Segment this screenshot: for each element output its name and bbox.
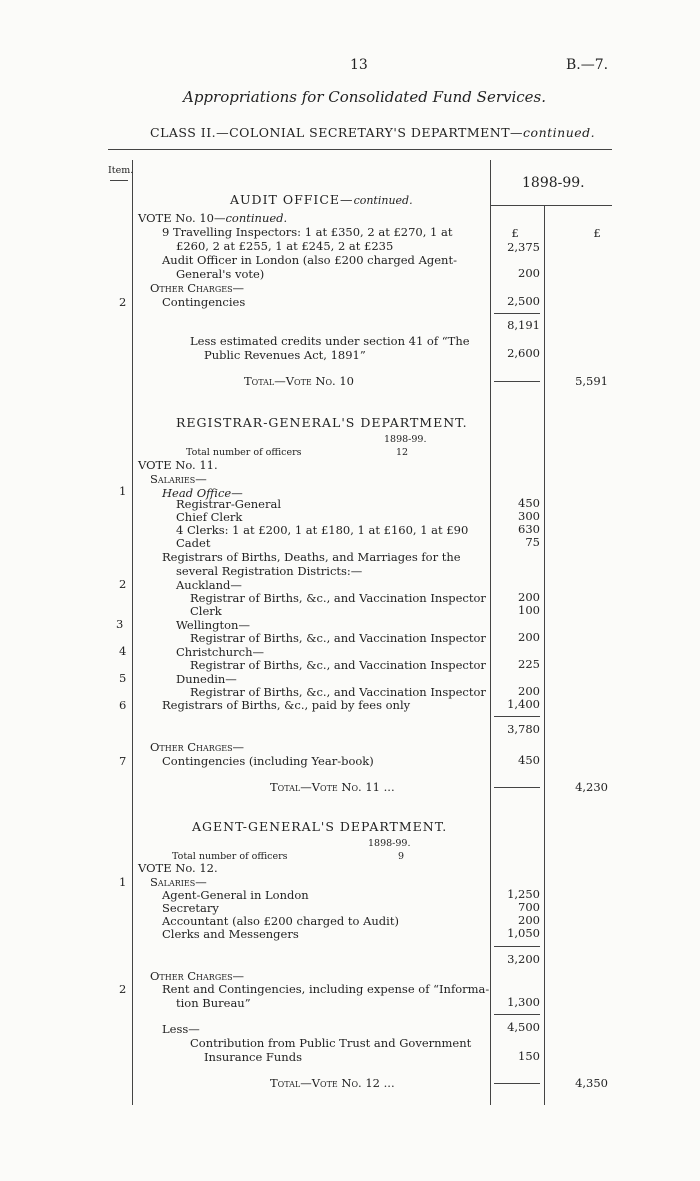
registrar-contingencies: Contingencies (including Year-book)	[162, 754, 374, 768]
registrar-head-office: Head Office—	[162, 486, 243, 500]
audit-total-rule	[494, 381, 540, 382]
christchurch-registrar: Registrar of Births, &c., and Vaccination Inspector	[190, 658, 486, 672]
wellington-value: 200	[518, 630, 540, 644]
agent-vote: VOTE No. 12.	[138, 861, 218, 875]
page-number: 13	[350, 57, 368, 73]
registrar-total-value: 4,230	[575, 780, 608, 794]
audit-contingencies: Contingencies	[162, 295, 246, 309]
audit-vote: VOTE No. 10—continued.	[138, 211, 288, 225]
audit-line1a: 9 Travelling Inspectors: 1 at £350, 2 at £270, 1 at	[162, 225, 453, 239]
auckland-label: Auckland—	[176, 578, 242, 592]
audit-less-b: Public Revenues Act, 1891”	[204, 348, 366, 362]
fees-value: 1,400	[507, 697, 540, 711]
registrar-row-label: 4 Clerks: 1 at £200, 1 at £180, 1 at £160, 1 at £90	[176, 523, 469, 537]
auckland-registrar: Registrar of Births, &c., and Vaccination Inspector	[190, 591, 486, 605]
agent-row-label: Accountant (also £200 charged to Audit)	[162, 914, 399, 928]
registrar-year: 1898-99.	[384, 434, 427, 445]
dunedin-value: 200	[518, 684, 540, 698]
registrar-row-label: Chief Clerk	[176, 510, 243, 524]
agent-salaries: Salaries—	[150, 875, 207, 889]
dunedin-item: 5	[119, 671, 127, 685]
audit-total-value: 5,591	[575, 374, 608, 388]
audit-total-label: Total—Vote No. 10	[244, 374, 354, 388]
registrar-row-value: 450	[518, 496, 540, 510]
amount-column-right-rule	[544, 205, 545, 1105]
agent-row-value: 1,250	[507, 887, 540, 901]
audit-value-5: 2,600	[507, 346, 540, 360]
christchurch-value: 225	[518, 657, 540, 671]
agent-row-label: Clerks and Messengers	[162, 927, 299, 941]
registrar-heading: REGISTRAR-GENERAL'S DEPARTMENT.	[176, 415, 468, 430]
year-heading: 1898-99.	[522, 175, 585, 191]
audit-heading: AUDIT OFFICE—continued.	[230, 192, 413, 207]
wellington-item: 3	[116, 617, 124, 631]
registrars-line-a: Registrars of Births, Deaths, and Marriages for the	[162, 550, 461, 564]
agent-contrib-b: Insurance Funds	[204, 1050, 302, 1064]
item-label-rule	[110, 180, 128, 181]
audit-line2a: Audit Officer in London (also £200 charged Agent-	[162, 253, 457, 267]
wellington-registrar: Registrar of Births, &c., and Vaccination Inspector	[190, 631, 486, 645]
audit-other-charges: Other Charges—	[150, 281, 245, 295]
agent-rent-b: tion Bureau”	[176, 996, 251, 1010]
registrar-row-item: 1	[119, 484, 127, 498]
registrar-row-label: Registrar-General	[176, 497, 281, 511]
registrar-row-value: 75	[525, 535, 540, 549]
registrar-officers-label: Total number of officers	[186, 447, 302, 458]
agent-item-1: 1	[119, 875, 127, 889]
year-rule	[490, 205, 612, 206]
header-rule	[108, 149, 612, 150]
christchurch-label: Christchurch—	[176, 645, 265, 659]
agent-row-value: 700	[518, 900, 540, 914]
agent-other-charges: Other Charges—	[150, 969, 245, 983]
fees-label: Registrars of Births, &c., paid by fees only	[162, 698, 411, 712]
agent-subtotal: 3,200	[507, 952, 540, 966]
christchurch-item: 4	[119, 644, 127, 658]
audit-value-3: 2,500	[507, 294, 540, 308]
item-label: Item.	[108, 165, 134, 176]
registrar-officers: 12	[396, 447, 409, 458]
agent-heading: AGENT-GENERAL'S DEPARTMENT.	[192, 819, 448, 834]
audit-subtotal-rule	[494, 313, 540, 314]
registrar-other-charges: Other Charges—	[150, 740, 245, 754]
agent-officers: 9	[398, 851, 405, 862]
agent-contrib-value: 150	[518, 1049, 540, 1063]
audit-value-4: 8,191	[507, 318, 540, 332]
auckland-registrar-value: 200	[518, 590, 540, 604]
agent-total-value: 4,350	[575, 1076, 608, 1090]
agent-total-label: Total—Vote No. 12 ...	[270, 1076, 395, 1090]
fees-item: 6	[119, 698, 127, 712]
audit-line2b: General's vote)	[176, 267, 265, 281]
agent-row-value: 1,050	[507, 926, 540, 940]
agent-year: 1898-99.	[368, 838, 411, 849]
registrar-contingencies-value: 450	[518, 753, 540, 767]
item-column-rule	[132, 160, 133, 1105]
registrar-subtotal-rule	[494, 716, 540, 717]
agent-row-label: Agent-General in London	[162, 888, 309, 902]
pound-sign-left: £	[511, 226, 519, 240]
registrar-row-value: 300	[518, 509, 540, 523]
agent-officers-label: Total number of officers	[172, 851, 288, 862]
agent-row-label: Secretary	[162, 901, 219, 915]
page-reference: B.—7.	[566, 57, 609, 73]
audit-less-a: Less estimated credits under section 41 of “The	[190, 334, 470, 348]
agent-contrib-a: Contribution from Public Trust and Government	[190, 1036, 472, 1050]
registrar-contingencies-item: 7	[119, 754, 127, 768]
registrar-total-rule	[494, 787, 540, 788]
agent-item-2: 2	[119, 982, 127, 996]
registrar-salaries: Salaries—	[150, 472, 207, 486]
registrar-vote: VOTE No. 11.	[138, 458, 218, 472]
agent-sum-rule	[494, 1014, 540, 1015]
auckland-item: 2	[119, 577, 127, 591]
agent-subtotal-rule	[494, 946, 540, 947]
page-title: Appropriations for Consolidated Fund Services.	[183, 88, 547, 106]
audit-item-2: 2	[119, 295, 127, 309]
auckland-clerk-value: 100	[518, 603, 540, 617]
audit-value-1: 2,375	[507, 240, 540, 254]
audit-line1b: £260, 2 at £255, 1 at £245, 2 at £235	[176, 239, 394, 253]
amount-column-left-rule	[490, 160, 491, 1105]
dunedin-registrar: Registrar of Births, &c., and Vaccination Inspector	[190, 685, 486, 699]
audit-value-2: 200	[518, 266, 540, 280]
pound-sign-right: £	[593, 226, 601, 240]
agent-rent-value: 1,300	[507, 995, 540, 1009]
wellington-label: Wellington—	[176, 618, 250, 632]
registrars-line-b: several Registration Districts:—	[176, 564, 363, 578]
auckland-clerk: Clerk	[190, 604, 222, 618]
registrar-row-value: 630	[518, 522, 540, 536]
dunedin-label: Dunedin—	[176, 672, 237, 686]
registrar-subtotal: 3,780	[507, 722, 540, 736]
registrar-total-label: Total—Vote No. 11 ...	[270, 780, 395, 794]
registrar-row-label: Cadet	[176, 536, 211, 550]
agent-row-value: 200	[518, 913, 540, 927]
agent-less: Less—	[162, 1022, 200, 1036]
agent-rent-a: Rent and Contingencies, including expense of “Informa-	[162, 982, 490, 996]
agent-sum: 4,500	[507, 1020, 540, 1034]
agent-total-rule	[494, 1083, 540, 1084]
class-heading: CLASS II.—COLONIAL SECRETARY'S DEPARTMENT—continued.	[150, 125, 596, 140]
